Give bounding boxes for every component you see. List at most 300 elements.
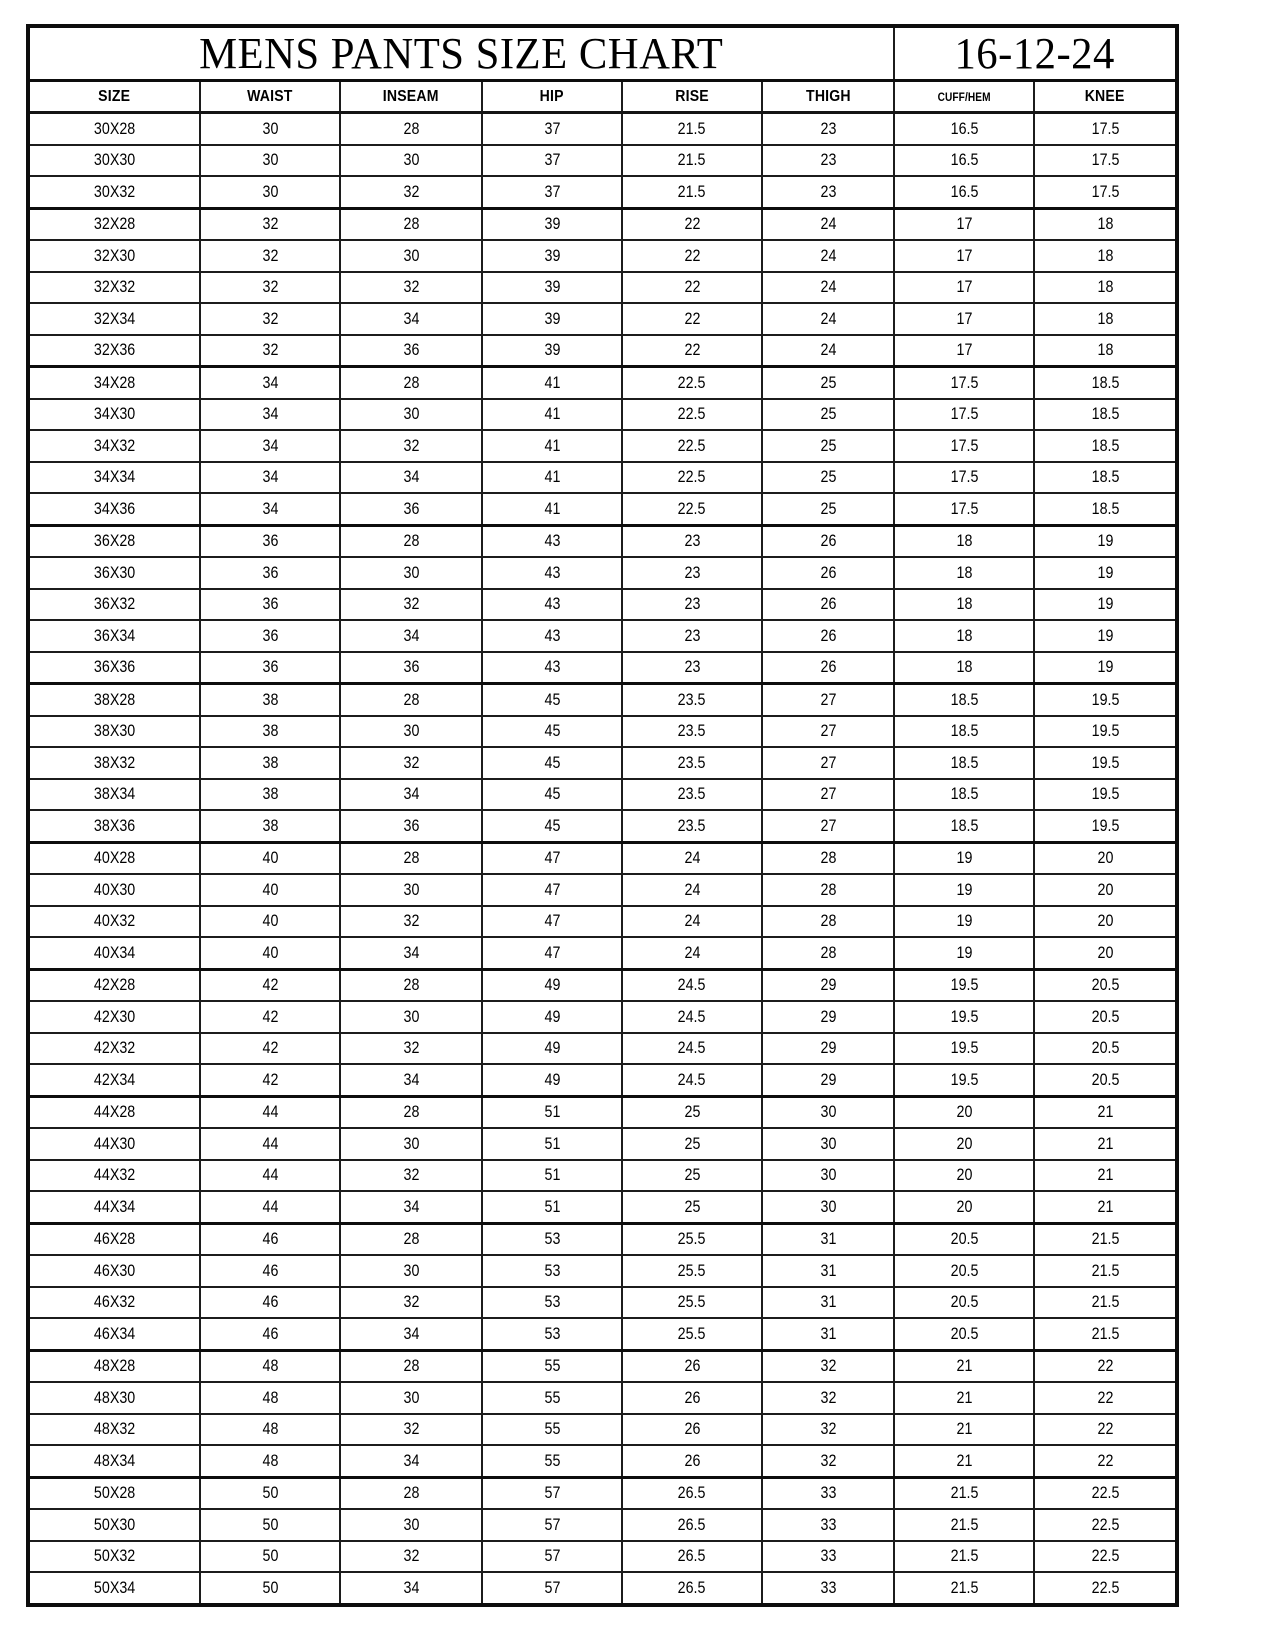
cell-value: 20 — [1097, 942, 1114, 962]
cell-knee — [1034, 1509, 1177, 1541]
cell-value: 18 — [956, 531, 973, 551]
cell-waist — [200, 874, 340, 906]
table-row — [28, 1572, 1177, 1605]
cell-hip — [482, 1509, 622, 1541]
cell-inseam — [340, 589, 482, 621]
title-row — [28, 26, 1177, 81]
cell-value: 18 — [1097, 340, 1114, 360]
cell-value: 28 — [403, 1483, 419, 1503]
cell-knee — [1034, 1477, 1177, 1509]
cell-inseam — [340, 906, 482, 938]
cell-value: 24 — [820, 308, 836, 328]
cell-size — [28, 1509, 200, 1541]
cell-thigh — [762, 399, 894, 431]
cell-value: 17 — [956, 214, 973, 234]
table-row — [28, 747, 1177, 779]
cell-inseam — [340, 969, 482, 1001]
cell-value: 29 — [820, 1006, 836, 1026]
cell-value: 49 — [544, 975, 560, 995]
cell-size — [28, 842, 200, 874]
cell-value: 19 — [1097, 531, 1114, 551]
cell-value: 20.5 — [1091, 1006, 1119, 1026]
column-header-cuff-hem: CUFF/HEM — [894, 81, 1034, 113]
cell-knee — [1034, 906, 1177, 938]
cell-inseam — [340, 1382, 482, 1414]
cell-value: 19.5 — [950, 975, 978, 995]
cell-value: 55 — [544, 1356, 560, 1376]
cell-value: 32 — [403, 181, 419, 201]
cell-value: 30 — [403, 721, 419, 741]
cell-knee — [1034, 1033, 1177, 1065]
cell-rise — [622, 1096, 762, 1128]
cell-thigh — [762, 1064, 894, 1096]
date-cell — [894, 26, 1177, 81]
cell-value: 28 — [403, 214, 419, 234]
cell-value: 45 — [544, 784, 560, 804]
table-row — [28, 399, 1177, 431]
cell-value: 36 — [262, 594, 278, 614]
cell-value: 19 — [956, 942, 973, 962]
table-row — [28, 303, 1177, 335]
cell-knee — [1034, 1382, 1177, 1414]
cell-value: 22 — [1097, 1419, 1114, 1439]
table-row — [28, 145, 1177, 177]
cell-size — [28, 1572, 200, 1605]
cell-value: 22.5 — [678, 372, 706, 392]
cell-thigh — [762, 652, 894, 684]
cell-waist — [200, 1255, 340, 1287]
cell-cuff-hem — [894, 525, 1034, 557]
cell-thigh — [762, 1033, 894, 1065]
cell-value: 57 — [544, 1514, 560, 1534]
cell-rise — [622, 747, 762, 779]
cell-value: 22.5 — [678, 435, 706, 455]
cell-hip — [482, 589, 622, 621]
cell-value: 22 — [684, 214, 700, 234]
cell-size — [28, 874, 200, 906]
cell-hip — [482, 1001, 622, 1033]
cell-rise — [622, 303, 762, 335]
cell-inseam — [340, 1414, 482, 1446]
cell-value: 18.5 — [1091, 404, 1119, 424]
cell-knee — [1034, 969, 1177, 1001]
cell-value: 42 — [262, 1069, 278, 1089]
cell-rise — [622, 208, 762, 240]
cell-waist — [200, 557, 340, 589]
cell-value: 38X32 — [93, 752, 136, 772]
cell-value: 41 — [544, 404, 560, 424]
cell-value: 44 — [262, 1102, 278, 1122]
cell-value: 29 — [820, 975, 836, 995]
cell-waist — [200, 145, 340, 177]
cell-value: 27 — [820, 689, 836, 709]
cell-value: 48 — [262, 1356, 278, 1376]
cell-value: 36X28 — [93, 531, 136, 551]
cell-thigh — [762, 145, 894, 177]
cell-value: 27 — [820, 752, 836, 772]
cell-inseam — [340, 1223, 482, 1255]
cell-rise — [622, 1255, 762, 1287]
cell-size — [28, 716, 200, 748]
cell-value: 57 — [544, 1546, 560, 1566]
cell-value: 49 — [544, 1038, 560, 1058]
cell-size — [28, 969, 200, 1001]
cell-thigh — [762, 272, 894, 304]
cell-value: 32 — [262, 277, 278, 297]
table-row — [28, 462, 1177, 494]
cell-cuff-hem — [894, 589, 1034, 621]
cell-value: 20.5 — [1091, 975, 1119, 995]
table-row — [28, 1128, 1177, 1160]
cell-value: 50X34 — [93, 1577, 136, 1597]
cell-inseam — [340, 462, 482, 494]
cell-waist — [200, 399, 340, 431]
cell-waist — [200, 462, 340, 494]
cell-value: 50X28 — [93, 1483, 136, 1503]
cell-value: 50 — [262, 1514, 278, 1534]
cell-cuff-hem — [894, 335, 1034, 367]
cell-value: 39 — [544, 308, 560, 328]
cell-thigh — [762, 1414, 894, 1446]
cell-waist — [200, 303, 340, 335]
cell-value: 19 — [1097, 657, 1114, 677]
cell-value: 30 — [820, 1165, 836, 1185]
cell-rise — [622, 779, 762, 811]
cell-inseam — [340, 1096, 482, 1128]
cell-value: 18.5 — [950, 815, 978, 835]
cell-waist — [200, 779, 340, 811]
cell-cuff-hem — [894, 842, 1034, 874]
cell-cuff-hem — [894, 1033, 1034, 1065]
cell-value: 25 — [820, 498, 836, 518]
cell-value: 36 — [262, 657, 278, 677]
cell-value: 24.5 — [678, 975, 706, 995]
cell-cuff-hem — [894, 620, 1034, 652]
cell-size — [28, 589, 200, 621]
cell-value: 22.5 — [1091, 1514, 1119, 1534]
cell-size — [28, 652, 200, 684]
cell-value: 40 — [262, 911, 278, 931]
cell-rise — [622, 1382, 762, 1414]
cell-value: 38X30 — [93, 721, 136, 741]
cell-value: 37 — [544, 150, 560, 170]
cell-value: 24.5 — [678, 1006, 706, 1026]
cell-knee — [1034, 462, 1177, 494]
cell-hip — [482, 1382, 622, 1414]
cell-value: 23 — [684, 657, 700, 677]
cell-thigh — [762, 462, 894, 494]
cell-cuff-hem — [894, 1255, 1034, 1287]
cell-value: 24 — [684, 879, 700, 899]
cell-value: 49 — [544, 1069, 560, 1089]
cell-thigh — [762, 430, 894, 462]
cell-thigh — [762, 367, 894, 399]
cell-thigh — [762, 1382, 894, 1414]
table-row — [28, 1255, 1177, 1287]
cell-inseam — [340, 1160, 482, 1192]
cell-rise — [622, 1414, 762, 1446]
cell-value: 24 — [684, 911, 700, 931]
cell-value: 43 — [544, 594, 560, 614]
cell-value: 50 — [262, 1546, 278, 1566]
cell-thigh — [762, 208, 894, 240]
cell-value: 28 — [403, 1356, 419, 1376]
cell-inseam — [340, 208, 482, 240]
cell-value: 17 — [956, 277, 973, 297]
table-row — [28, 684, 1177, 716]
cell-knee — [1034, 620, 1177, 652]
cell-size — [28, 1160, 200, 1192]
table-row — [28, 937, 1177, 969]
cell-size — [28, 1128, 200, 1160]
cell-inseam — [340, 1509, 482, 1541]
cell-value: 36 — [262, 531, 278, 551]
cell-waist — [200, 716, 340, 748]
cell-value: 32 — [403, 594, 419, 614]
cell-waist — [200, 113, 340, 145]
cell-thigh — [762, 906, 894, 938]
cell-rise — [622, 335, 762, 367]
cell-value: 18 — [956, 625, 973, 645]
cell-cuff-hem — [894, 684, 1034, 716]
cell-waist — [200, 1223, 340, 1255]
cell-value: 20.5 — [950, 1323, 978, 1343]
cell-value: 34 — [262, 372, 278, 392]
cell-value: 20 — [956, 1165, 973, 1185]
cell-hip — [482, 1445, 622, 1477]
cell-rise — [622, 1033, 762, 1065]
cell-waist — [200, 969, 340, 1001]
cell-knee — [1034, 842, 1177, 874]
cell-value: 34X34 — [93, 467, 136, 487]
table-row — [28, 1033, 1177, 1065]
cell-value: 23 — [684, 594, 700, 614]
cell-inseam — [340, 684, 482, 716]
cell-value: 46 — [262, 1323, 278, 1343]
cell-knee — [1034, 810, 1177, 842]
cell-cuff-hem — [894, 1287, 1034, 1319]
cell-value: 32 — [403, 911, 419, 931]
cell-inseam — [340, 367, 482, 399]
cell-size — [28, 462, 200, 494]
cell-value: 32 — [403, 1419, 419, 1439]
cell-cuff-hem — [894, 747, 1034, 779]
cell-rise — [622, 652, 762, 684]
cell-value: 19.5 — [950, 1006, 978, 1026]
cell-inseam — [340, 1445, 482, 1477]
cell-value: 43 — [544, 625, 560, 645]
cell-value: 26 — [820, 531, 836, 551]
cell-value: 26 — [820, 594, 836, 614]
cell-value: 51 — [544, 1102, 560, 1122]
cell-value: 43 — [544, 562, 560, 582]
cell-value: 55 — [544, 1387, 560, 1407]
cell-inseam — [340, 1001, 482, 1033]
cell-knee — [1034, 208, 1177, 240]
cell-hip — [482, 493, 622, 525]
cell-value: 53 — [544, 1260, 560, 1280]
cell-value: 33 — [820, 1483, 836, 1503]
cell-value: 51 — [544, 1165, 560, 1185]
cell-size — [28, 525, 200, 557]
cell-rise — [622, 1223, 762, 1255]
cell-thigh — [762, 937, 894, 969]
cell-value: 22.5 — [1091, 1483, 1119, 1503]
table-row — [28, 589, 1177, 621]
cell-rise — [622, 1001, 762, 1033]
cell-hip — [482, 1414, 622, 1446]
cell-rise — [622, 525, 762, 557]
cell-waist — [200, 1382, 340, 1414]
cell-value: 38X34 — [93, 784, 136, 804]
cell-hip — [482, 430, 622, 462]
cell-value: 32X28 — [93, 214, 136, 234]
cell-rise — [622, 557, 762, 589]
cell-rise — [622, 874, 762, 906]
cell-knee — [1034, 1414, 1177, 1446]
cell-cuff-hem — [894, 906, 1034, 938]
cell-value: 18 — [1097, 277, 1114, 297]
cell-rise — [622, 620, 762, 652]
cell-value: 46 — [262, 1292, 278, 1312]
cell-size — [28, 145, 200, 177]
cell-thigh — [762, 1572, 894, 1605]
cell-thigh — [762, 589, 894, 621]
cell-rise — [622, 176, 762, 208]
column-header-knee: KNEE — [1034, 81, 1177, 113]
cell-knee — [1034, 557, 1177, 589]
cell-value: 19.5 — [1091, 689, 1119, 709]
cell-value: 48X32 — [93, 1419, 136, 1439]
table-row — [28, 272, 1177, 304]
cell-rise — [622, 1350, 762, 1382]
cell-inseam — [340, 335, 482, 367]
cell-rise — [622, 716, 762, 748]
cell-rise — [622, 1541, 762, 1573]
cell-value: 40 — [262, 848, 278, 868]
cell-value: 17.5 — [950, 404, 978, 424]
cell-inseam — [340, 430, 482, 462]
cell-value: 25.5 — [678, 1229, 706, 1249]
cell-cuff-hem — [894, 1001, 1034, 1033]
cell-knee — [1034, 493, 1177, 525]
cell-value: 25 — [820, 467, 836, 487]
cell-size — [28, 1096, 200, 1128]
cell-cuff-hem — [894, 1541, 1034, 1573]
cell-value: 30X28 — [93, 118, 136, 138]
cell-knee — [1034, 399, 1177, 431]
cell-value: 38 — [262, 752, 278, 772]
cell-value: 17.5 — [1091, 181, 1119, 201]
cell-value: 23.5 — [678, 689, 706, 709]
cell-inseam — [340, 1191, 482, 1223]
cell-cuff-hem — [894, 969, 1034, 1001]
column-header-hip: HIP — [482, 81, 622, 113]
cell-value: 30 — [403, 404, 419, 424]
cell-rise — [622, 810, 762, 842]
cell-hip — [482, 1128, 622, 1160]
cell-knee — [1034, 367, 1177, 399]
cell-thigh — [762, 1255, 894, 1287]
cell-knee — [1034, 652, 1177, 684]
cell-size — [28, 620, 200, 652]
table-row — [28, 652, 1177, 684]
cell-value: 38X28 — [93, 689, 136, 709]
cell-value: 44X32 — [93, 1165, 136, 1185]
cell-value: 28 — [403, 531, 419, 551]
cell-value: 21.5 — [950, 1483, 978, 1503]
cell-value: 38 — [262, 689, 278, 709]
cell-knee — [1034, 240, 1177, 272]
cell-value: 50X32 — [93, 1546, 136, 1566]
cell-cuff-hem — [894, 557, 1034, 589]
cell-hip — [482, 684, 622, 716]
cell-waist — [200, 810, 340, 842]
cell-inseam — [340, 493, 482, 525]
cell-hip — [482, 1064, 622, 1096]
cell-knee — [1034, 874, 1177, 906]
cell-size — [28, 1318, 200, 1350]
cell-value: 32 — [262, 340, 278, 360]
cell-hip — [482, 1096, 622, 1128]
cell-value: 48 — [262, 1450, 278, 1470]
cell-value: 33 — [820, 1577, 836, 1597]
cell-value: 45 — [544, 752, 560, 772]
cell-value: 40X32 — [93, 911, 136, 931]
cell-value: 26.5 — [678, 1483, 706, 1503]
table-row — [28, 1445, 1177, 1477]
cell-rise — [622, 1128, 762, 1160]
cell-knee — [1034, 716, 1177, 748]
cell-value: 24 — [820, 340, 836, 360]
cell-value: 26 — [684, 1387, 700, 1407]
cell-knee — [1034, 303, 1177, 335]
cell-knee — [1034, 684, 1177, 716]
cell-value: 31 — [820, 1260, 836, 1280]
cell-hip — [482, 779, 622, 811]
cell-value: 34 — [403, 467, 419, 487]
cell-value: 20.5 — [1091, 1069, 1119, 1089]
cell-hip — [482, 652, 622, 684]
cell-cuff-hem — [894, 1509, 1034, 1541]
cell-waist — [200, 842, 340, 874]
cell-value: 21 — [956, 1356, 973, 1376]
cell-knee — [1034, 335, 1177, 367]
table-row — [28, 810, 1177, 842]
cell-thigh — [762, 842, 894, 874]
cell-value: 21.5 — [1091, 1292, 1119, 1312]
cell-value: 23 — [820, 150, 836, 170]
cell-value: 30 — [820, 1196, 836, 1216]
cell-waist — [200, 620, 340, 652]
cell-value: 22.5 — [678, 467, 706, 487]
cell-value: 18.5 — [1091, 372, 1119, 392]
cell-value: 16.5 — [950, 118, 978, 138]
cell-hip — [482, 1350, 622, 1382]
cell-inseam — [340, 1033, 482, 1065]
cell-cuff-hem — [894, 716, 1034, 748]
cell-value: 46X34 — [93, 1323, 136, 1343]
cell-waist — [200, 1191, 340, 1223]
cell-value: 20 — [956, 1196, 973, 1216]
cell-inseam — [340, 747, 482, 779]
cell-knee — [1034, 1223, 1177, 1255]
cell-value: 29 — [820, 1038, 836, 1058]
cell-value: 32 — [820, 1450, 836, 1470]
cell-value: 19 — [956, 911, 973, 931]
cell-value: 34X36 — [93, 498, 136, 518]
cell-hip — [482, 367, 622, 399]
